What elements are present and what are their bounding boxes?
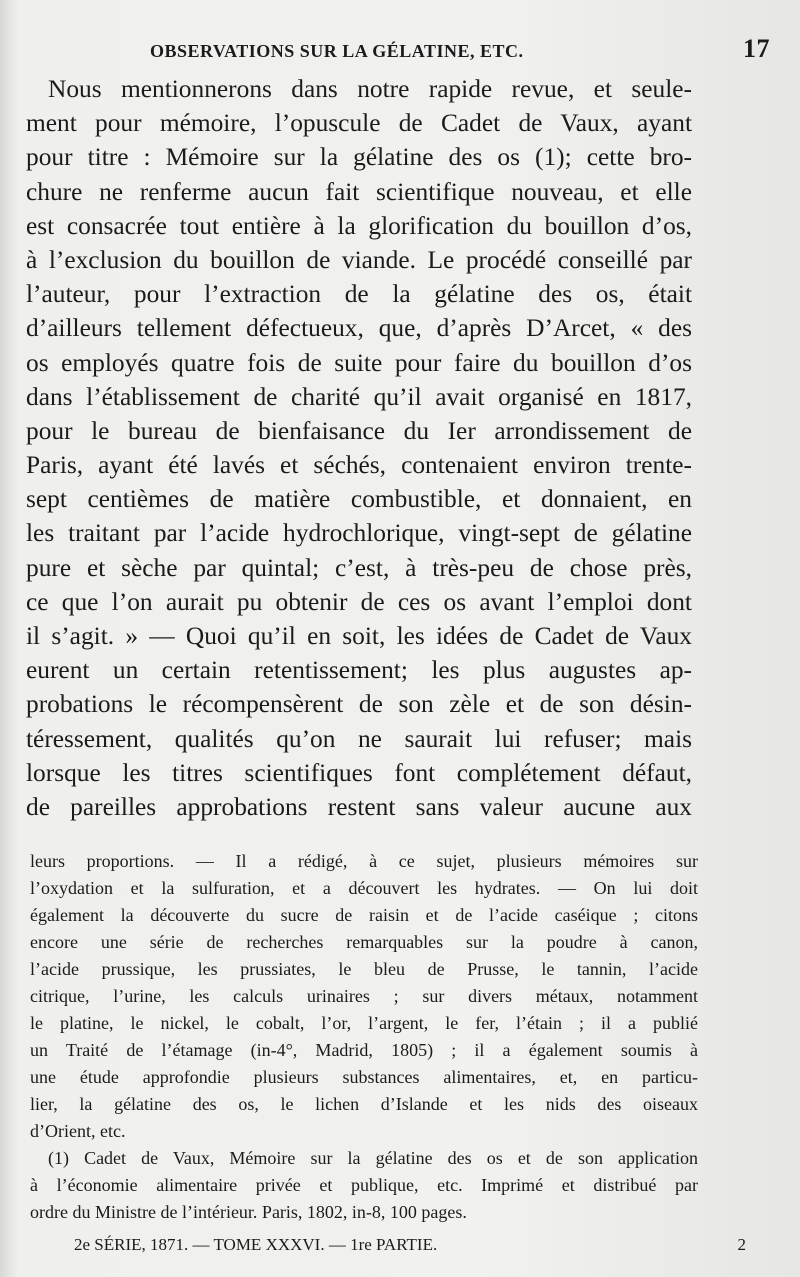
footnote-line: (1) Cadet de Vaux, Mémoire sur la gélatine des os et de son application xyxy=(48,1148,698,1168)
note-line: l’oxydation et la sulfuration, et a découvert les hydrates. — On lui doit xyxy=(30,878,698,898)
text-line: l’auteur, pour l’extraction de la gélatine des os, était xyxy=(26,280,692,309)
footnote-1 xyxy=(30,1145,698,1226)
text-line: ce que l’on aurait pu obtenir de ces os avant l’emploi dont xyxy=(26,587,692,616)
main-text-block xyxy=(26,72,692,824)
text-line: chure ne renferme aucun fait scientifique nouveau, et elle xyxy=(26,177,692,206)
note-line: d’Orient, etc. xyxy=(30,1121,126,1141)
note-line: une étude approfondie plusieurs substances alimentaires, et, en particu- xyxy=(30,1067,698,1087)
note-line: un Traité de l’étamage (in-4°, Madrid, 1805) ; il a également soumis à xyxy=(30,1040,698,1060)
text-line: à l’exclusion du bouillon de viande. Le procédé conseillé par xyxy=(26,245,692,274)
text-line: il s’agit. » — Quoi qu’il en soit, les idées de Cadet de Vaux xyxy=(26,622,692,650)
page-footer xyxy=(74,1235,746,1255)
footnote-line: ordre du Ministre de l’intérieur. Paris, 1802, in-8, 100 pages. xyxy=(30,1202,467,1222)
text-line: Nous mentionnerons dans notre rapide revue, et seule- xyxy=(48,75,692,103)
text-line: eurent un certain retentissement; les plus augustes ap- xyxy=(26,656,692,685)
signature-mark: 2 xyxy=(737,1235,746,1254)
footnote-line: à l’économie alimentaire privée et publique, etc. Imprimé et distribué par xyxy=(30,1175,698,1195)
text-line: dans l’établissement de charité qu’il avait organisé en 1817, xyxy=(26,382,692,411)
text-line: pour le bureau de bienfaisance du Ier arrondissement de xyxy=(26,416,692,445)
text-line: ment pour mémoire, l’opuscule de Cadet de Vaux, ayant xyxy=(26,109,692,138)
text-line: probations le récompensèrent de son zèle et de son désin- xyxy=(26,690,692,719)
page-number: 17 xyxy=(743,34,770,63)
running-title: OBSERVATIONS SUR LA GÉLATINE, ETC. xyxy=(150,41,524,61)
text-line: est consacrée tout entière à la glorification du bouillon d’os, xyxy=(26,211,692,240)
note-line: leurs proportions. — Il a rédigé, à ce sujet, plusieurs mémoires sur xyxy=(30,851,698,871)
text-line: d’ailleurs tellement défectueux, que, d’après D’Arcet, « des xyxy=(26,314,692,343)
text-line: de pareilles approbations restent sans valeur aucune aux xyxy=(26,792,692,821)
text-line: pure et sèche par quintal; c’est, à très-peu de chose près, xyxy=(26,553,692,582)
running-header xyxy=(40,34,770,64)
text-line: Paris, ayant été lavés et séchés, contenaient environ trente- xyxy=(26,451,692,480)
note-line: citrique, l’urine, les calculs urinaires ; sur divers métaux, notamment xyxy=(30,986,698,1006)
series-info: 2e SÉRIE, 1871. — TOME XXXVI. — 1re PARTIE. xyxy=(74,1235,438,1254)
text-line: les traitant par l’acide hydrochlorique, vingt-sept de gélatine xyxy=(26,519,692,548)
note-line: lier, la gélatine des os, le lichen d’Islande et les nids des oiseaux xyxy=(30,1094,698,1114)
text-line: lorsque les titres scientifiques font complétement défaut, xyxy=(26,758,692,787)
text-line: os employés quatre fois de suite pour faire du bouillon d’os xyxy=(26,348,692,377)
note-line: l’acide prussique, les prussiates, le bleu de Prusse, le tannin, l’acide xyxy=(30,959,698,979)
note-line: le platine, le nickel, le cobalt, l’or, l’argent, le fer, l’étain ; il a publié xyxy=(30,1013,698,1033)
note-line: également la découverte du sucre de raisin et de l’acide caséique ; citons xyxy=(30,905,698,925)
text-line: pour titre : Mémoire sur la gélatine des os (1); cette bro- xyxy=(26,143,692,172)
text-line: sept centièmes de matière combustible, et donnaient, en xyxy=(26,485,692,514)
note-line: encore une série de recherches remarquables sur la poudre à canon, xyxy=(30,932,698,952)
text-line: téressement, qualités qu’on ne saurait lui refuser; mais xyxy=(26,724,692,753)
continued-footnote xyxy=(30,848,698,1145)
